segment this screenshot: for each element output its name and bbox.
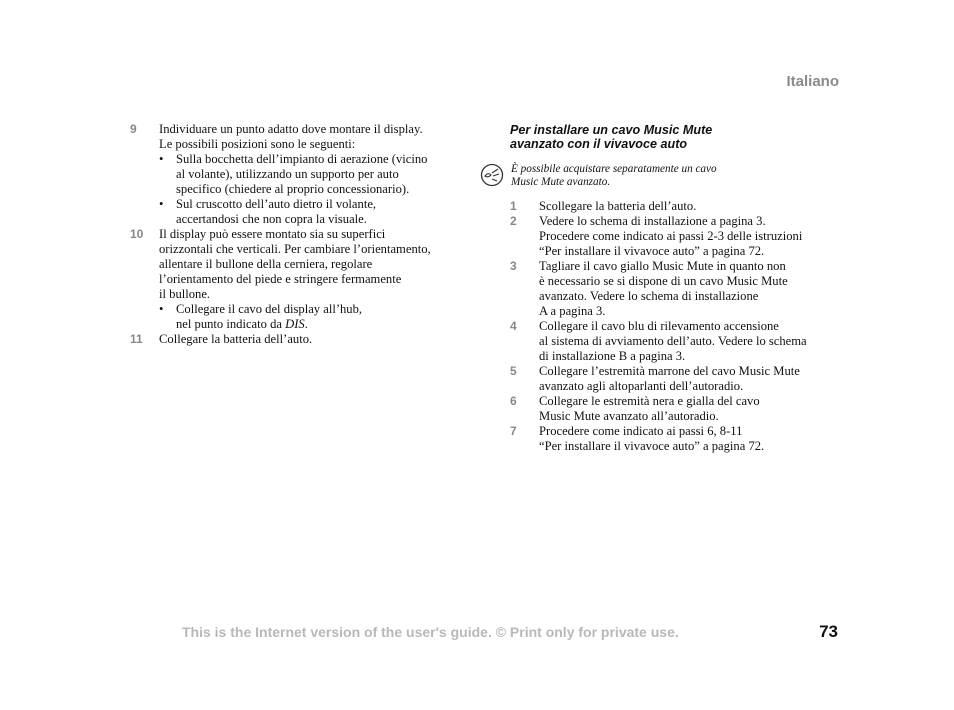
bullet-dot: •: [159, 197, 164, 211]
bullet-line: Collegare il cavo del display all’hub,: [176, 302, 363, 316]
step-line: Individuare un punto adatto dove montare il display.: [159, 122, 423, 136]
note-line: È possibile acquistare separatamente un cavo: [511, 163, 717, 175]
step-number: 10: [130, 227, 144, 241]
right-steps: [510, 199, 850, 454]
step-2: [510, 214, 850, 259]
left-column: [130, 122, 470, 347]
step-line: “Per installare il vivavoce auto” a pagina 72.: [539, 439, 765, 453]
step-number: 2: [510, 214, 517, 228]
bullet-line: accertandosi che non copra la visuale.: [176, 212, 367, 226]
bullet-line: [176, 317, 470, 332]
step-6: [510, 394, 850, 424]
step-11: [130, 332, 470, 347]
step-5: [510, 364, 850, 394]
step-line: il bullone.: [159, 287, 211, 301]
step-number: 7: [510, 424, 517, 438]
step-4: [510, 319, 850, 364]
tip-icon: [480, 163, 504, 187]
bullet-line: specifico (chiedere al proprio concessionario).: [176, 182, 410, 196]
step-line: l’orientamento del piede e stringere fermamente: [159, 272, 402, 286]
right-column: [510, 122, 850, 454]
step-line: Procedere come indicato ai passi 6, 8-11: [539, 424, 743, 438]
bullet-line: Sulla bocchetta dell’impianto di aerazione (vicino: [176, 152, 428, 166]
step-line: Scollegare la batteria dell’auto.: [539, 199, 697, 213]
bullet-dot: •: [159, 152, 164, 166]
step-line: avanzato agli altoparlanti dell’autoradio.: [539, 379, 744, 393]
bullet-dot: •: [159, 302, 164, 316]
step-9: [130, 122, 470, 227]
step-line: orizzontali che verticali. Per cambiare l’orientamento,: [159, 242, 431, 256]
step-7: [510, 424, 850, 454]
section-title-line: avanzato con il vivavoce auto: [510, 137, 688, 151]
step-line: al sistema di avviamento dell’auto. Vedere lo schema: [539, 334, 807, 348]
step-line: Music Mute avanzato all’autoradio.: [539, 409, 719, 423]
step-number: 1: [510, 199, 517, 213]
bullet-item: [159, 152, 470, 197]
step-number: 5: [510, 364, 517, 378]
step-line: allentare il bullone della cerniera, regolare: [159, 257, 373, 271]
step-text: [159, 122, 470, 227]
step-number: 3: [510, 259, 517, 273]
dis-label: DIS: [285, 317, 305, 331]
tip-note: [511, 163, 850, 189]
step-line: Collegare le estremità nera e gialla del cavo: [539, 394, 760, 408]
bullet-line: al volante), utilizzando un supporto per auto: [176, 167, 399, 181]
bullet-item: [159, 197, 470, 227]
step-line: Tagliare il cavo giallo Music Mute in quanto non: [539, 259, 786, 273]
step-line: Le possibili posizioni sono le seguenti:: [159, 137, 356, 151]
step-line: Collegare l’estremità marrone del cavo Music Mute: [539, 364, 800, 378]
step-line: di installazione B a pagina 3.: [539, 349, 686, 363]
step-line: Il display può essere montato sia su superfici: [159, 227, 386, 241]
step-3: [510, 259, 850, 319]
section-title: [510, 123, 850, 151]
step-number: 9: [130, 122, 137, 136]
step-line: Vedere lo schema di installazione a pagina 3.: [539, 214, 766, 228]
language-header: Italiano: [786, 73, 839, 90]
step-text: [159, 227, 470, 332]
bullet-line-text: nel punto indicato da: [176, 317, 286, 331]
internet-version-notice: This is the Internet version of the user's guide. © Print only for private use.: [182, 624, 679, 640]
step-text: [159, 332, 470, 347]
step-number: 11: [130, 332, 143, 346]
step-line: Collegare il cavo blu di rilevamento accensione: [539, 319, 779, 333]
bullet-suffix: .: [304, 317, 308, 331]
step-1: [510, 199, 850, 214]
step-number: 6: [510, 394, 517, 408]
section-title-line: Per installare un cavo Music Mute: [510, 123, 713, 137]
step-line: “Per installare il vivavoce auto” a pagina 72.: [539, 244, 765, 258]
step-line: è necessario se si dispone di un cavo Music Mute: [539, 274, 788, 288]
step-line: Collegare la batteria dell’auto.: [159, 332, 313, 346]
bullet-item: [159, 302, 470, 332]
note-line: Music Mute avanzato.: [511, 176, 611, 188]
step-line: avanzato. Vedere lo schema di installazione: [539, 289, 759, 303]
page-number: 73: [819, 622, 838, 641]
step-line: Procedere come indicato ai passi 2-3 delle istruzioni: [539, 229, 803, 243]
step-10: [130, 227, 470, 332]
step-number: 4: [510, 319, 517, 333]
step-line: A a pagina 3.: [539, 304, 606, 318]
bullet-line: Sul cruscotto dell’auto dietro il volante,: [176, 197, 377, 211]
